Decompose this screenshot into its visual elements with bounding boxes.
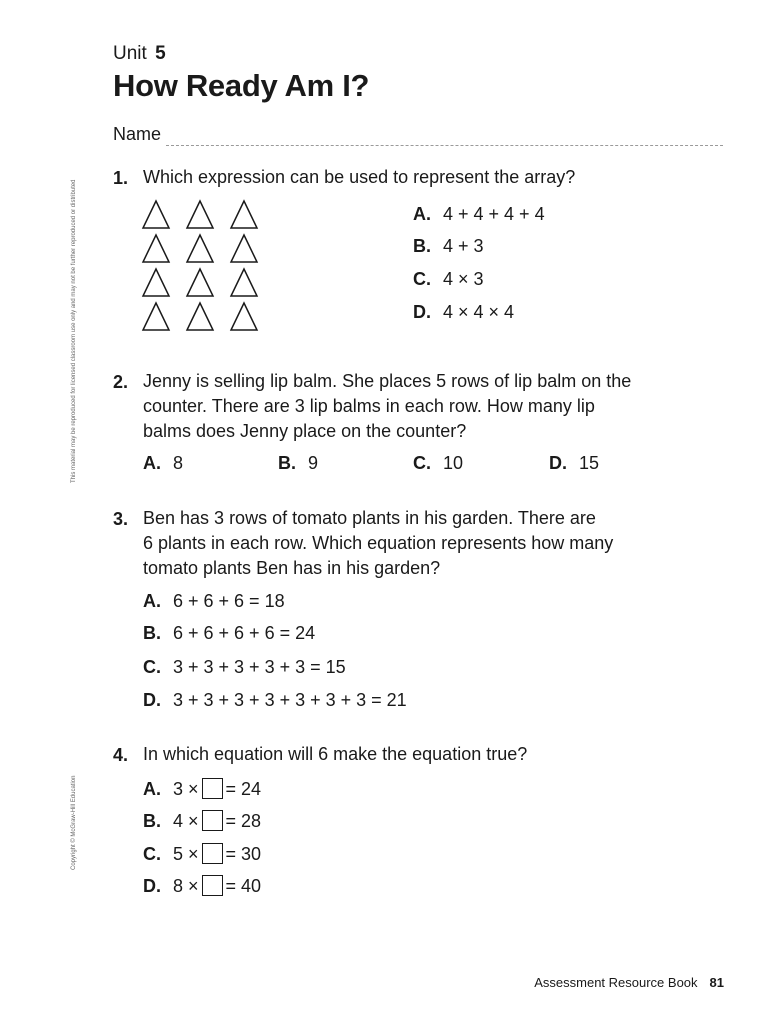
question-number: 3. [113,509,129,529]
answer-option[interactable]: D. 15 [549,453,600,473]
copyright-notice: Copyright © McGraw-Hill Education [71,775,77,870]
answer-option[interactable]: B. 4 × = 28 [143,811,262,831]
question-number: 1. [113,168,129,188]
triangle-shape [187,269,213,296]
answer-option[interactable]: C. 3 + 3 + 3 + 3 + 3 = 15 [143,657,346,677]
triangle-shape [187,201,213,228]
triangle-shape [143,201,169,228]
answer-option[interactable]: D. 4 × 4 × 4 [413,302,515,322]
answer-option[interactable]: A. 3 × = 24 [143,779,262,799]
triangle-shape [187,235,213,262]
triangle-shape [187,303,213,330]
unit-heading [113,43,166,65]
unit-number: 5 [155,43,166,64]
triangle-array [140,198,265,338]
reproduction-notice: This material may be reproduced for licensed classroom use only and may not be further reproduced or distributed [71,179,77,483]
question-text: In which equation will 6 make the equation true? [143,744,528,764]
blank-box[interactable] [202,843,223,864]
answer-option[interactable]: C. 10 [413,453,464,473]
answer-option[interactable]: A. 8 [143,453,184,473]
page-title: How Ready Am I? [113,68,370,103]
triangle-shape [231,303,257,330]
blank-box[interactable] [202,875,223,896]
page-number: 81 [709,975,724,990]
triangle-shape [143,235,169,262]
blank-box[interactable] [202,810,223,831]
answer-option[interactable]: D. 8 × = 40 [143,876,262,896]
triangle-shape [143,303,169,330]
question-number: 2. [113,372,129,392]
answer-option[interactable]: A. 6 + 6 + 6 = 18 [143,591,285,611]
answer-option[interactable]: B. 9 [278,453,319,473]
answer-option[interactable]: A. 4 + 4 + 4 + 4 [413,204,545,224]
answer-option[interactable]: C. 5 × = 30 [143,844,262,864]
name-field-line[interactable] [166,145,723,146]
book-title: Assessment Resource Book [534,975,698,990]
question-text: Jenny is selling lip balm. She places 5 rows of lip balm on the counter. There are 3 lip balms in each row. How many lip balms does Jenny place on the counter? [143,371,632,441]
question-number: 4. [113,745,129,765]
question-text: Ben has 3 rows of tomato plants in his garden. There are 6 plants in each row. Which equation represents how many tomato plants Ben has in his garden? [143,508,614,578]
triangle-shape [231,235,257,262]
question-text: Which expression can be used to represent the array? [143,167,576,187]
triangle-shape [231,269,257,296]
page-footer [534,975,724,990]
unit-label: Unit [113,43,147,64]
triangle-shape [231,201,257,228]
answer-option[interactable]: D. 3 + 3 + 3 + 3 + 3 + 3 + 3 = 21 [143,690,407,710]
triangle-shape [143,269,169,296]
answer-option[interactable]: B. 6 + 6 + 6 + 6 = 24 [143,623,316,643]
name-label: Name [113,124,162,144]
answer-option[interactable]: B. 4 + 3 [413,236,484,256]
answer-option[interactable]: C. 4 × 3 [413,269,484,289]
blank-box[interactable] [202,778,223,799]
